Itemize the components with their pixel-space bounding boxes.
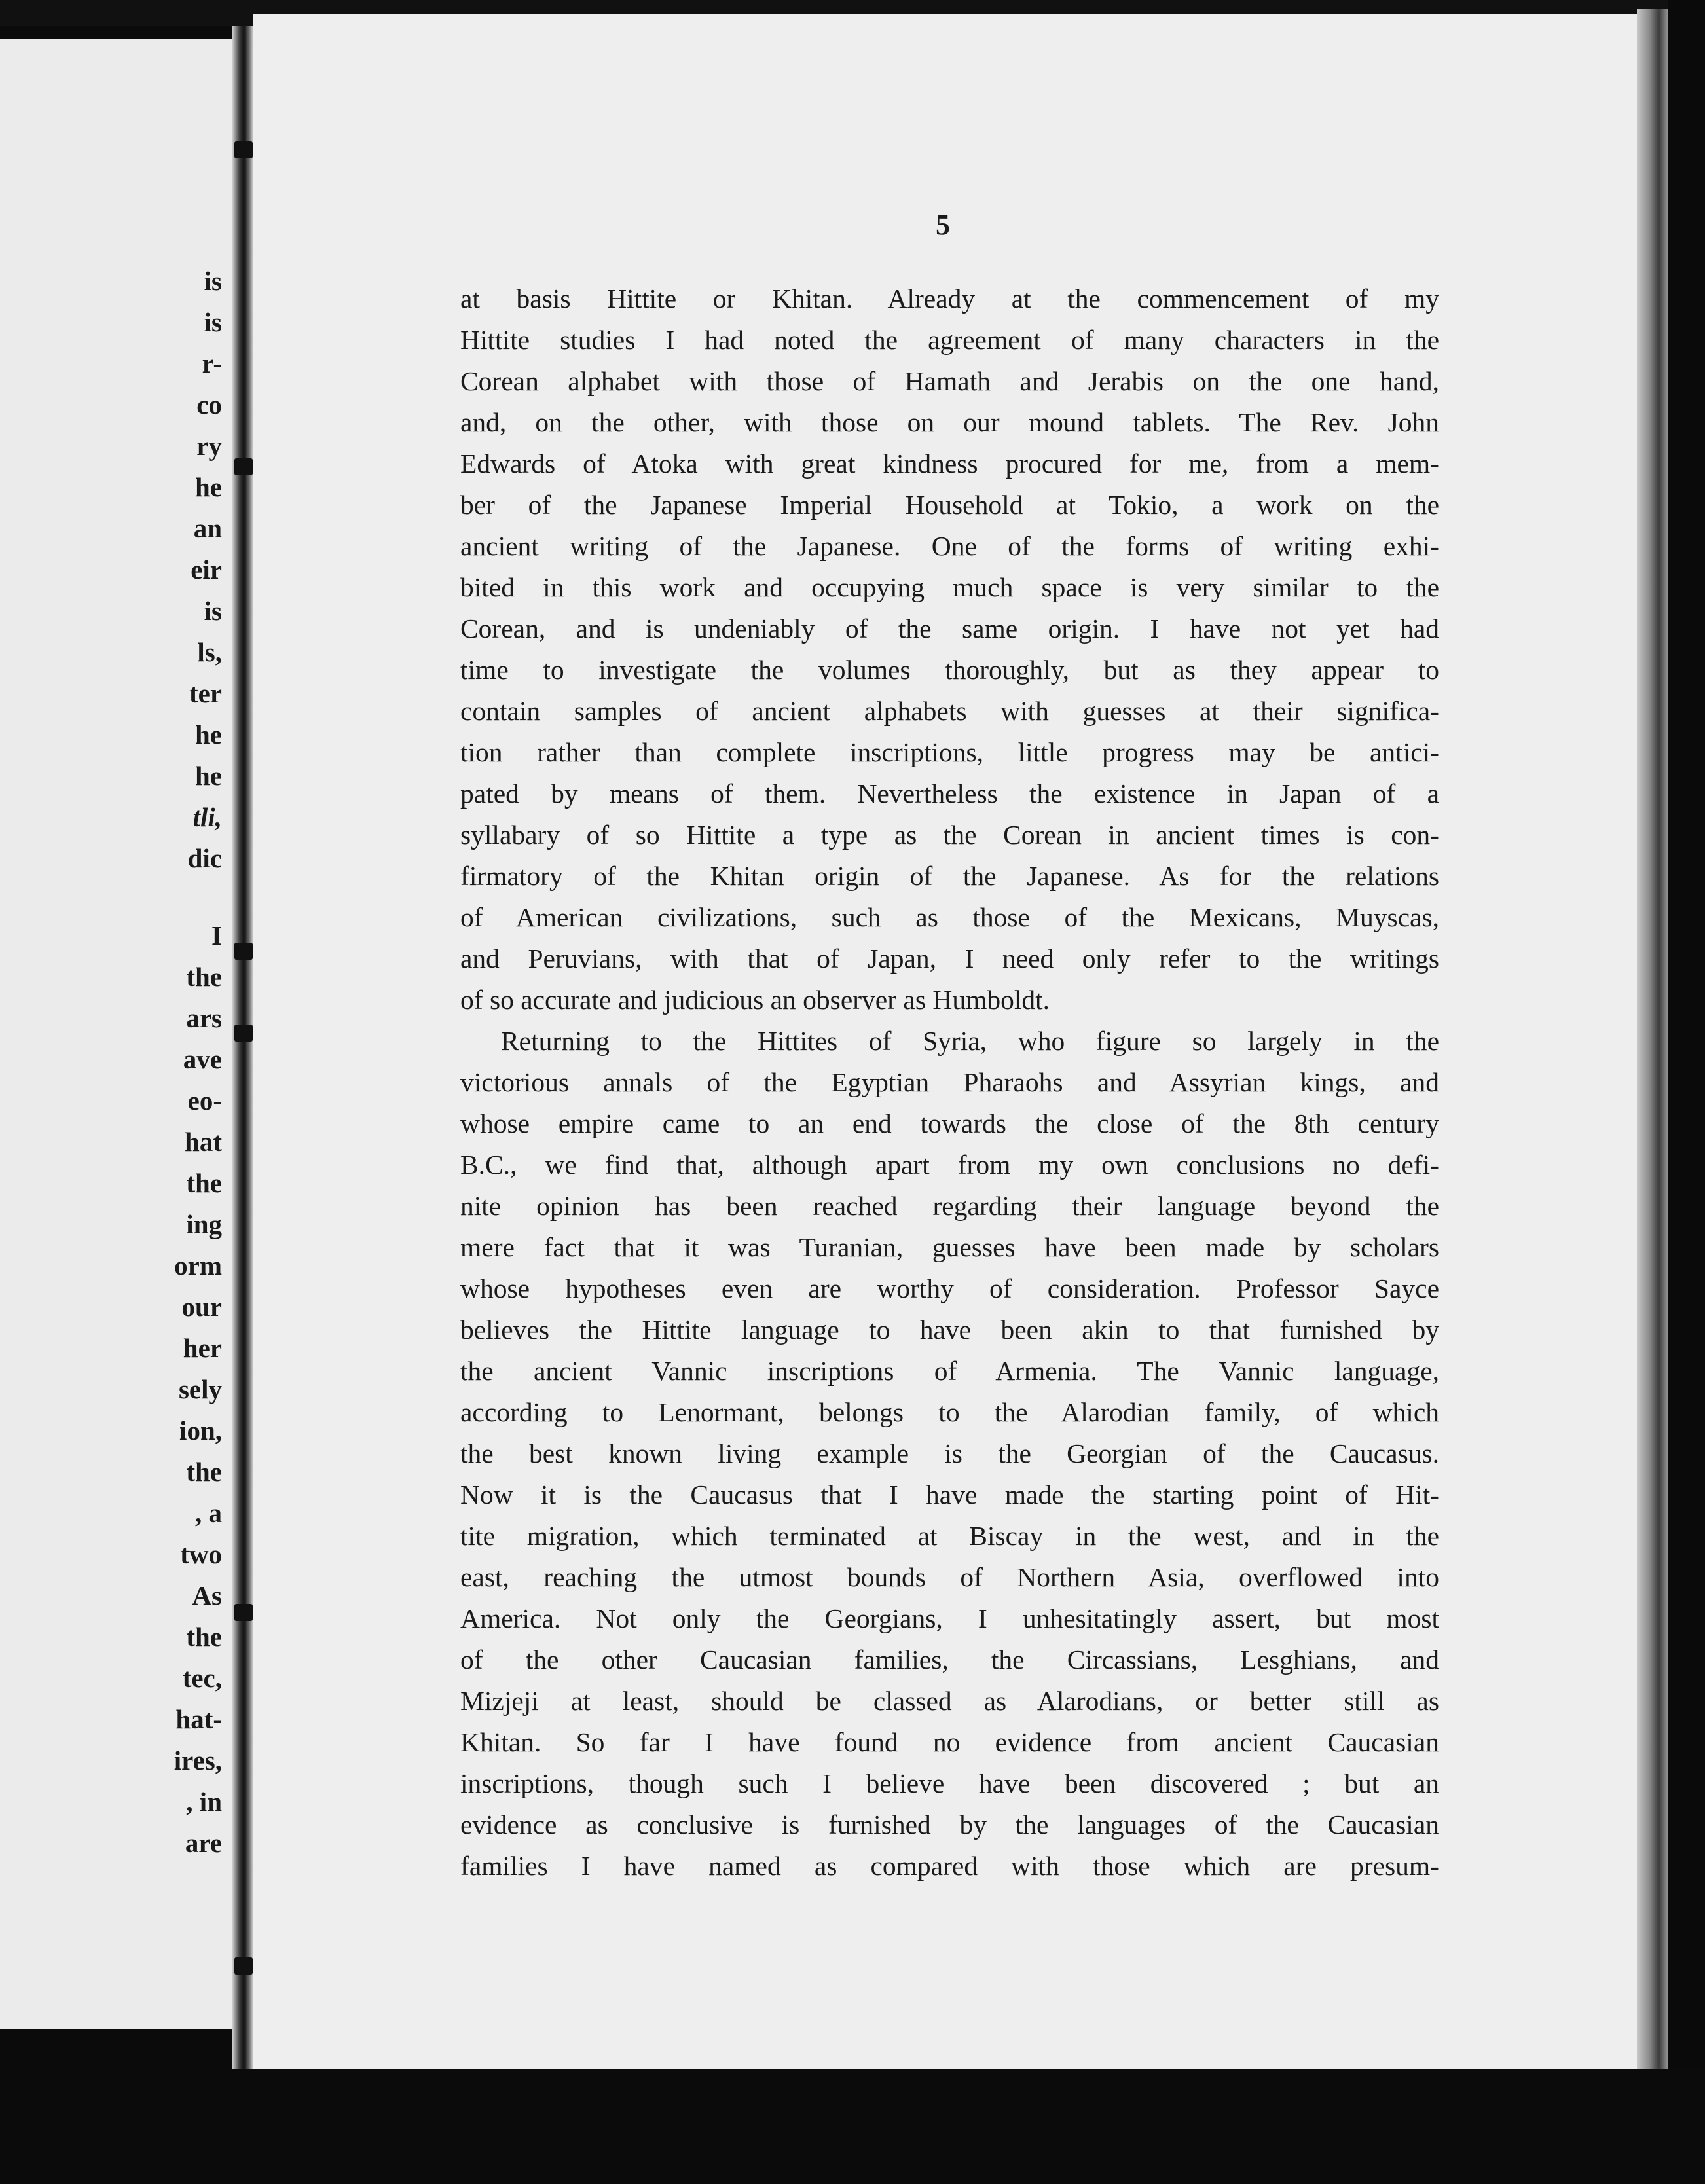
text-line: whose empire came to an end towards the close of the 8th century [460, 1108, 1439, 1138]
facing-page-fragment: ing [186, 1209, 222, 1239]
text-line: America. Not only the Georgians, I unhesitatingly assert, but most [460, 1603, 1439, 1633]
facing-page-fragment: two [180, 1539, 222, 1569]
facing-page-fragment: the [186, 1622, 222, 1652]
facing-page-fragment: he [195, 472, 222, 502]
facing-page-fragment: eo- [187, 1085, 222, 1116]
facing-page-fragment: he [195, 761, 222, 791]
text-line: according to Lenormant, belongs to the Alarodian family, of which [460, 1397, 1439, 1427]
scan-bottom-border [0, 2069, 1705, 2184]
text-line: ancient writing of the Japanese. One of the forms of writing exhi- [460, 531, 1439, 561]
facing-page-fragment: ls, [197, 637, 222, 667]
text-line: families I have named as compared with those which are presum- [460, 1851, 1439, 1881]
text-line: syllabary of so Hittite a type as the Corean in ancient times is con- [460, 820, 1439, 850]
facing-page-fragment: ires, [174, 1745, 222, 1775]
facing-page-fragment: ion, [179, 1415, 222, 1446]
text-line: Corean alphabet with those of Hamath and Jerabis on the one hand, [460, 366, 1439, 396]
binding-stitch [234, 141, 253, 158]
facing-page-fragment: hat- [175, 1704, 222, 1734]
text-line: Returning to the Hittites of Syria, who figure so largely in the [501, 1026, 1439, 1056]
binding-stitch [234, 1025, 253, 1042]
text-line: tion rather than complete inscriptions, little progress may be antici- [460, 737, 1439, 767]
facing-page-fragment: ars [186, 1003, 222, 1033]
facing-page-fragment: sely [178, 1374, 222, 1404]
facing-page-fragment: her [183, 1333, 222, 1363]
facing-page-fragment: he [195, 719, 222, 750]
text-line: B.C., we find that, although apart from my own conclusions no defi- [460, 1150, 1439, 1180]
text-line: the ancient Vannic inscriptions of Armenia. The Vannic language, [460, 1356, 1439, 1386]
binding-stitch [234, 943, 253, 960]
facing-page-fragment: eir [191, 555, 222, 585]
text-line: evidence as conclusive is furnished by the languages of the Caucasian [460, 1810, 1439, 1840]
facing-page-fragment: r- [202, 348, 222, 378]
text-line: of so accurate and judicious an observer as Humboldt. [460, 985, 1050, 1015]
facing-page-fragment: , a [195, 1498, 222, 1528]
facing-page-fragment: ry [196, 431, 222, 461]
text-line: of the other Caucasian families, the Circassians, Lesghians, and [460, 1645, 1439, 1675]
text-line: Edwards of Atoka with great kindness procured for me, from a mem- [460, 448, 1439, 479]
text-line: of American civilizations, such as those of the Mexicans, Muyscas, [460, 902, 1439, 932]
facing-page-fragment: hat [185, 1127, 222, 1157]
facing-page-fragment: ave [183, 1044, 222, 1074]
facing-page-fragment: orm [174, 1250, 222, 1281]
text-line: nite opinion has been reached regarding their language beyond the [460, 1191, 1439, 1221]
text-line: pated by means of them. Nevertheless the existence in Japan of a [460, 778, 1439, 809]
facing-page-fragment: is [204, 307, 222, 337]
text-line: contain samples of ancient alphabets with guesses at their significa- [460, 696, 1439, 726]
facing-page-fragment: are [185, 1828, 222, 1858]
text-line: Now it is the Caucasus that I have made the starting point of Hit- [460, 1480, 1439, 1510]
text-line: Khitan. So far I have found no evidence from ancient Caucasian [460, 1727, 1439, 1757]
text-line: east, reaching the utmost bounds of Northern Asia, overflowed into [460, 1562, 1439, 1592]
text-line: victorious annals of the Egyptian Pharaohs and Assyrian kings, and [460, 1067, 1439, 1097]
binding-stitch [234, 458, 253, 475]
book-gutter [232, 26, 253, 2069]
text-line: mere fact that it was Turanian, guesses have been made by scholars [460, 1232, 1439, 1262]
facing-page-fragment: , in [186, 1787, 222, 1817]
text-line: firmatory of the Khitan origin of the Japanese. As for the relations [460, 861, 1439, 891]
facing-page-fragment: tec, [182, 1663, 222, 1693]
text-line: bited in this work and occupying much space is very similar to the [460, 572, 1439, 602]
text-line: the best known living example is the Georgian of the Caucasus. [460, 1438, 1439, 1468]
facing-page-fragment: the [186, 962, 222, 992]
text-line: time to investigate the volumes thoroughly, but as they appear to [460, 655, 1439, 685]
facing-page-fragment: the [186, 1457, 222, 1487]
facing-page-fragment: is [204, 266, 222, 296]
scan-right-border [1668, 0, 1705, 2184]
facing-page-fragment: dic [187, 843, 222, 873]
facing-page-fragment: the [186, 1168, 222, 1198]
text-line: and, on the other, with those on our mound tablets. The Rev. John [460, 407, 1439, 437]
page-number: 5 [936, 209, 950, 241]
facing-page-fragment: co [196, 390, 222, 420]
binding-stitch [234, 1604, 253, 1621]
text-line: and Peruvians, with that of Japan, I need only refer to the writings [460, 943, 1439, 974]
page-edge-stack [1637, 9, 1668, 2091]
binding-stitch [234, 1957, 253, 1975]
text-line: inscriptions, though such I believe have been discovered ; but an [460, 1768, 1439, 1798]
facing-page-fragment: I [211, 920, 222, 951]
text-line: Hittite studies I had noted the agreement of many characters in the [460, 325, 1439, 355]
text-line: at basis Hittite or Khitan. Already at the commencement of my [460, 283, 1439, 314]
facing-page-left [0, 39, 232, 2029]
body-text [460, 278, 1439, 1887]
facing-page-fragment: an [193, 513, 222, 543]
text-line: whose hypotheses even are worthy of consideration. Professor Sayce [460, 1273, 1439, 1303]
text-line: Corean, and is undeniably of the same origin. I have not yet had [460, 613, 1439, 644]
text-line: ber of the Japanese Imperial Household at Tokio, a work on the [460, 490, 1439, 520]
facing-page-fragment: tli, [192, 802, 222, 832]
text-line: Mizjeji at least, should be classed as Alarodians, or better still as [460, 1686, 1439, 1716]
text-line: tite migration, which terminated at Biscay in the west, and in the [460, 1521, 1439, 1551]
text-line: believes the Hittite language to have been akin to that furnished by [460, 1315, 1439, 1345]
facing-page-fragment: is [204, 596, 222, 626]
facing-page-fragment: our [181, 1292, 222, 1322]
facing-page-fragment: ter [189, 678, 222, 708]
facing-page-fragment: As [192, 1580, 222, 1611]
